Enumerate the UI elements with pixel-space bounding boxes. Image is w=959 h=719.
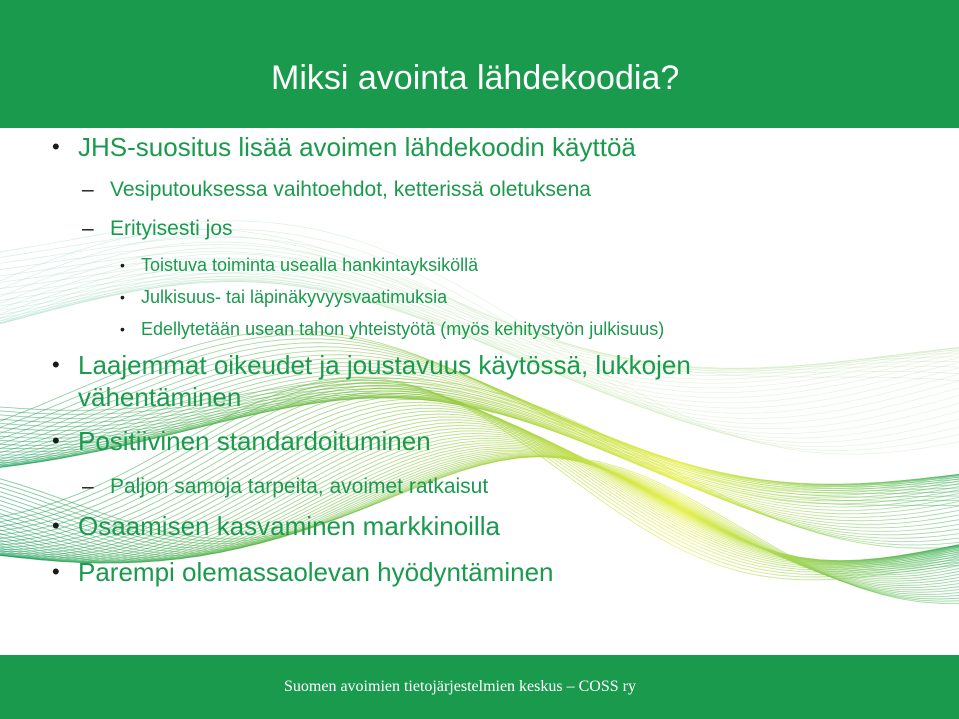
bullet-level1-1: JHS-suositus lisää avoimen lähdekoodin käyttöä [78, 132, 636, 162]
slide-title: Miksi avointa lähdekoodia? [271, 59, 680, 97]
bullet-level2-3: Paljon samoja tarpeita, avoimet ratkaisut [110, 475, 489, 498]
dash-bullet-icon: – [82, 178, 94, 201]
dash-bullet-icon: – [82, 217, 94, 240]
bullet-level2-2: Erityisesti jos [110, 217, 233, 240]
bullet-level1-5: Parempi olemassaolevan hyödyntäminen [78, 557, 554, 587]
bullet-dot-icon: • [52, 428, 60, 453]
bullet-level3-2: Julkisuus- tai läpinäkyvyysvaatimuksia [141, 287, 448, 307]
bullet-level1-2-continued: vähentäminen [78, 382, 242, 412]
bullet-level1-4: Osaamisen kasvaminen markkinoilla [78, 511, 500, 541]
bullet-dot-icon: • [120, 321, 125, 337]
bullet-dot-icon: • [120, 257, 125, 273]
footer-text: Suomen avoimien tietojärjestelmien keskus – COSS ry [284, 678, 636, 695]
bullet-dot-icon: • [52, 352, 60, 377]
bullet-level3-3: Edellytetään usean tahon yhteistyötä (myös kehitystyön julkisuus) [141, 319, 665, 339]
bullet-level1-2: Laajemmat oikeudet ja joustavuus käytössä, lukkojen [78, 350, 691, 380]
bullet-dot-icon: • [120, 289, 125, 305]
bullet-dot-icon: • [52, 513, 60, 538]
bullet-level2-1: Vesiputouksessa vaihtoehdot, ketterissä oletuksena [110, 178, 591, 201]
dash-bullet-icon: – [82, 475, 94, 498]
bullet-level1-3: Positiivinen standardoituminen [78, 426, 431, 456]
bullet-level3-1: Toistuva toiminta usealla hankintayksiköllä [141, 255, 479, 275]
bullet-dot-icon: • [52, 134, 60, 159]
bullet-dot-icon: • [52, 559, 60, 584]
